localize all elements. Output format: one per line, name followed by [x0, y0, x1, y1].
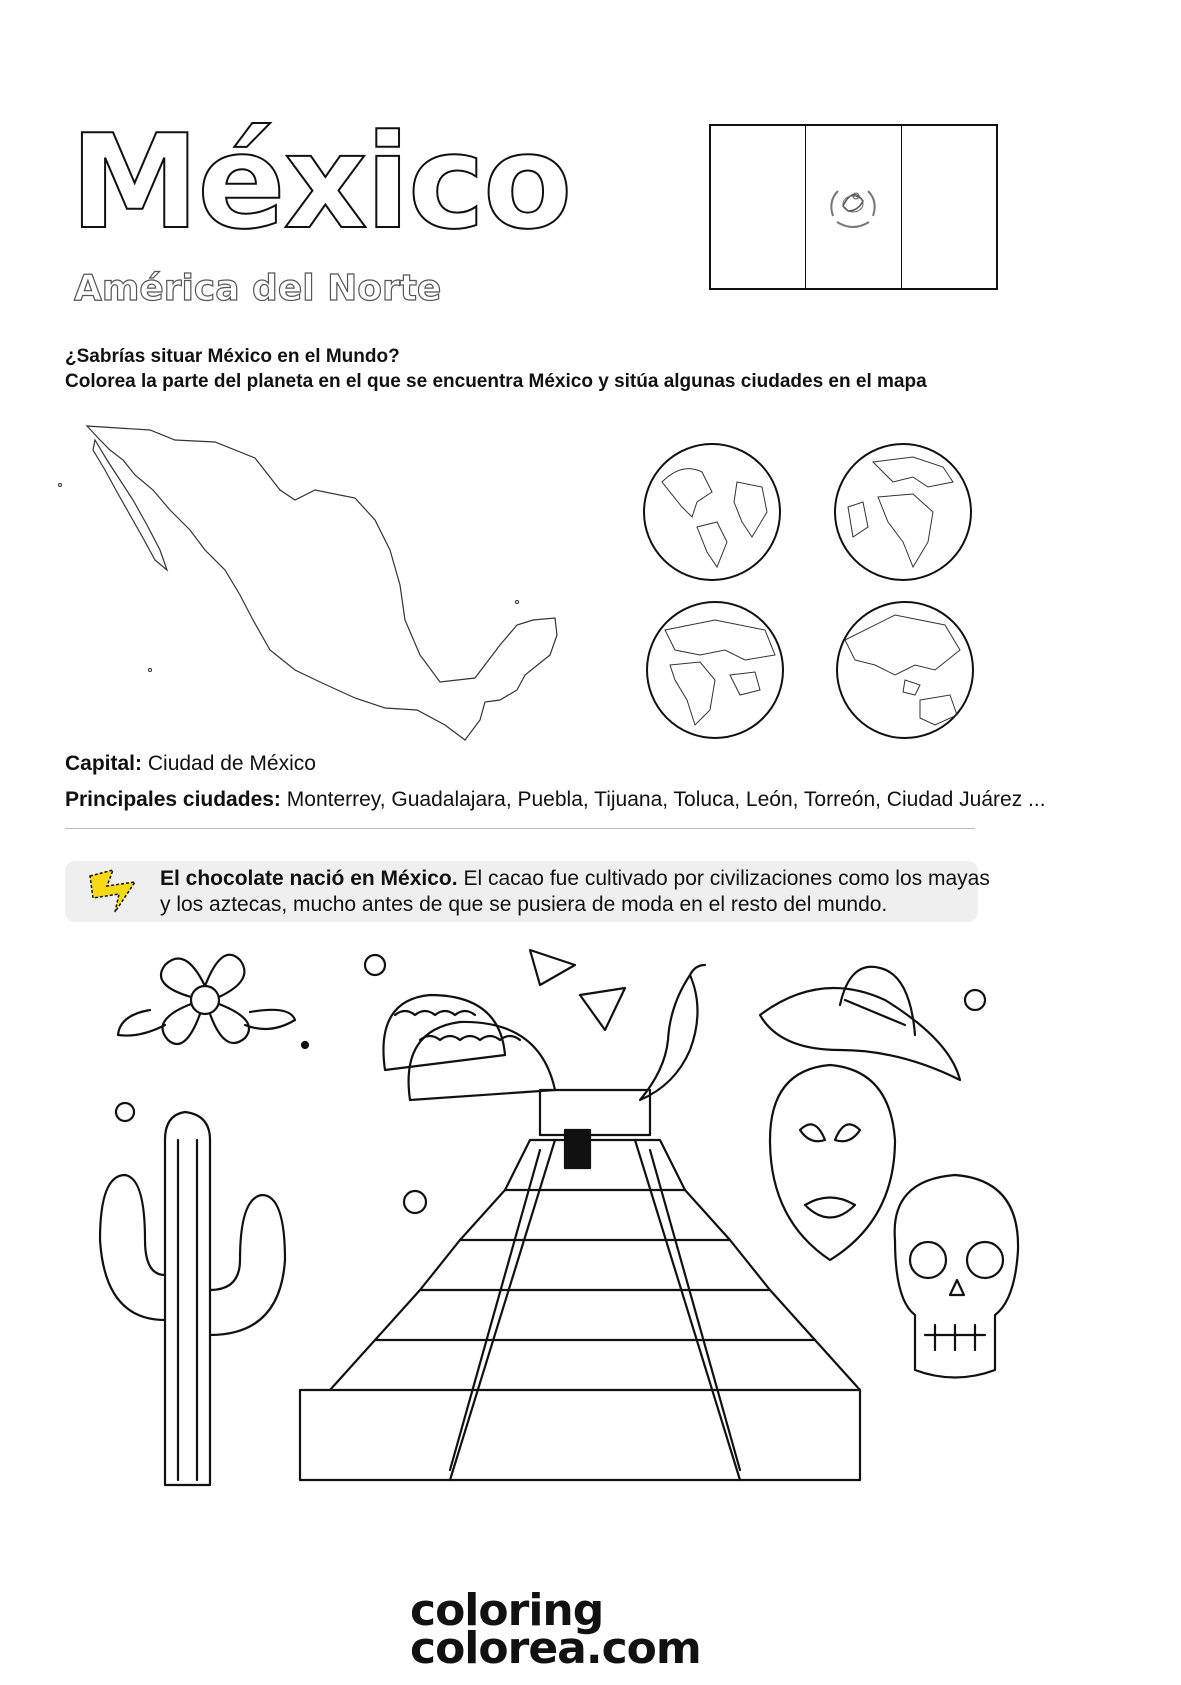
wrestling-mask-icon [770, 1065, 895, 1260]
sombrero-icon [760, 967, 960, 1080]
flag-stripe-left [711, 126, 806, 288]
globe-europe-asia [645, 600, 785, 740]
brand-suffix: .com [585, 1623, 701, 1674]
page-subtitle: América del Norte [74, 268, 442, 309]
small-flower-icons [116, 955, 985, 1213]
nachos-icon [530, 950, 625, 1030]
lightning-bolt-icon [85, 868, 145, 914]
chili-pepper-icon [640, 965, 705, 1100]
mexican-coat-of-arms-icon [823, 176, 883, 236]
question-line-1: ¿Sabrías situar México en el Mundo? [65, 346, 400, 367]
globe-americas [642, 442, 782, 582]
brand-line-1: coloring [410, 1585, 604, 1636]
pyramid-icon [300, 1090, 860, 1480]
flower-icon [118, 955, 295, 1044]
illustrations [0, 940, 1181, 1560]
fun-fact-line-2: y los aztecas, mucho antes de que se pusiera de moda en el resto del mundo. [160, 893, 888, 916]
cities-label: Principales ciudades: [65, 788, 281, 811]
divider [65, 828, 975, 829]
tacos-icon [383, 995, 555, 1100]
cities-value: Monterrey, Guadalajara, Puebla, Tijuana, Toluca, León, Torreón, Ciudad Juárez ... [286, 788, 1046, 811]
mexico-map [55, 420, 565, 760]
flag-outline [709, 124, 998, 290]
fun-fact-bold: El chocolate nació en México. [160, 867, 458, 890]
globe-africa [833, 442, 973, 582]
fun-fact-line-1: El cacao fue cultivado por civilizaciones como los mayas [463, 867, 990, 890]
flag-stripe-center [806, 126, 901, 288]
capital-label: Capital: [65, 752, 143, 775]
capital-row [65, 750, 316, 778]
flag-stripe-right [902, 126, 996, 288]
cactus-icon [100, 1112, 285, 1485]
question-line-2: Colorea la parte del planeta en el que se encuentra México y sitúa algunas ciudades en el mapa [65, 371, 927, 392]
capital-value: Ciudad de México [147, 752, 316, 775]
brand-logo [410, 1585, 701, 1674]
sugar-skull-icon [895, 1175, 1018, 1378]
page-title: México [70, 106, 571, 258]
globe-asia-oceania [835, 600, 975, 740]
brand-line-2: colorea [410, 1623, 586, 1674]
fun-fact-text [160, 866, 990, 918]
cities-row [65, 786, 1046, 814]
